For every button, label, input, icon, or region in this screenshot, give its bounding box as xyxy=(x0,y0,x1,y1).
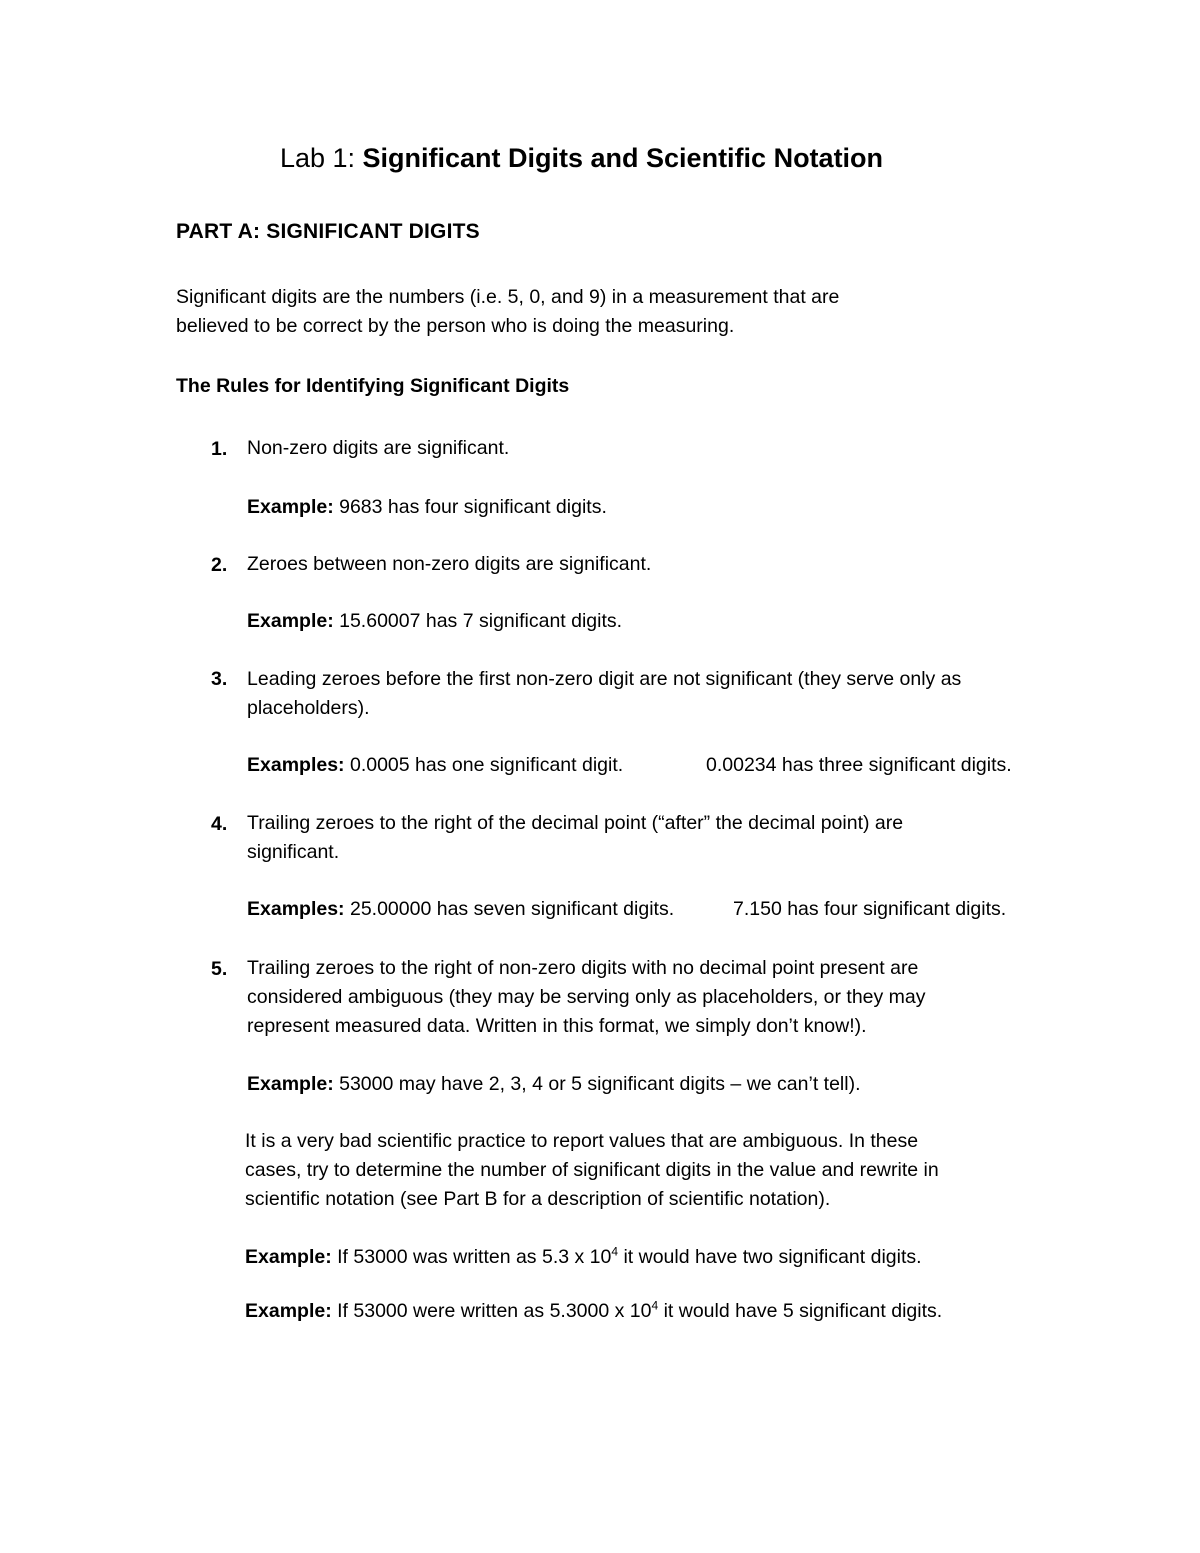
rule-2-example: Example: 15.60007 has 7 significant digits. xyxy=(247,610,623,632)
rule-2-number: 2. xyxy=(211,554,228,576)
part-a-heading: PART A: SIGNIFICANT DIGITS xyxy=(176,220,480,243)
rule-1-number: 1. xyxy=(211,438,228,460)
intro-line-1: Significant digits are the numbers (i.e. 5, 0, and 9) in a measurement that are xyxy=(176,286,840,308)
rule-3-example: Examples: 0.0005 has one significant digit. xyxy=(247,754,624,776)
rule-1-text: Non-zero digits are significant. xyxy=(247,437,510,459)
rule-3-example-2: 0.00234 has three significant digits. xyxy=(706,754,1012,776)
rule-4-example: Examples: 25.00000 has seven significant digits. xyxy=(247,898,675,920)
rule-1-example: Example: 9683 has four significant digits. xyxy=(247,496,607,518)
rule-5-number: 5. xyxy=(211,958,228,980)
rule-5-text: Trailing zeroes to the right of non-zero digits with no decimal point present are considered ambiguous (they may be serving only as placeholders, or they may represent measured data. Written in this format, we simply don’t know!). xyxy=(247,957,926,1037)
rule-5-example-scientific-2: Example: If 53000 was written as 5.3 x $10^4$ it would have two significant digits. xyxy=(245,1244,922,1268)
rule-5-example-scientific-5: Example: If 53000 were written as 5.3000 x $10^4$ it would have 5 significant digits. xyxy=(245,1298,943,1322)
page-title: Lab 1: Significant Digits and Scientific Notation xyxy=(279,143,884,173)
rule-3-text: Leading zeroes before the first non-zero digit are not significant (they serve only as placeholders). xyxy=(247,668,962,719)
rule-2-text: Zeroes between non-zero digits are significant. xyxy=(247,553,652,575)
rule-5-note: It is a very bad scientific practice to report values that are ambiguous. In these cases, try to determine the number of significant digits in the value and rewrite in scientific notation (see Part B for a description of scientific notation). xyxy=(245,1130,939,1210)
rule-4-example-2: 7.150 has four significant digits. xyxy=(733,898,1007,920)
rules-heading: The Rules for Identifying Significant Digits xyxy=(176,375,570,397)
rule-5-example: Example: 53000 may have 2, 3, 4 or 5 significant digits – we can’t tell). xyxy=(247,1073,861,1095)
rule-4-text: Trailing zeroes to the right of the decimal point (“after” the decimal point) are significant. xyxy=(247,812,904,863)
intro-line-2: believed to be correct by the person who is doing the measuring. xyxy=(176,315,735,337)
intro-paragraph xyxy=(176,283,839,341)
rule-4-number: 4. xyxy=(211,813,228,835)
rule-3-number: 3. xyxy=(211,668,228,690)
